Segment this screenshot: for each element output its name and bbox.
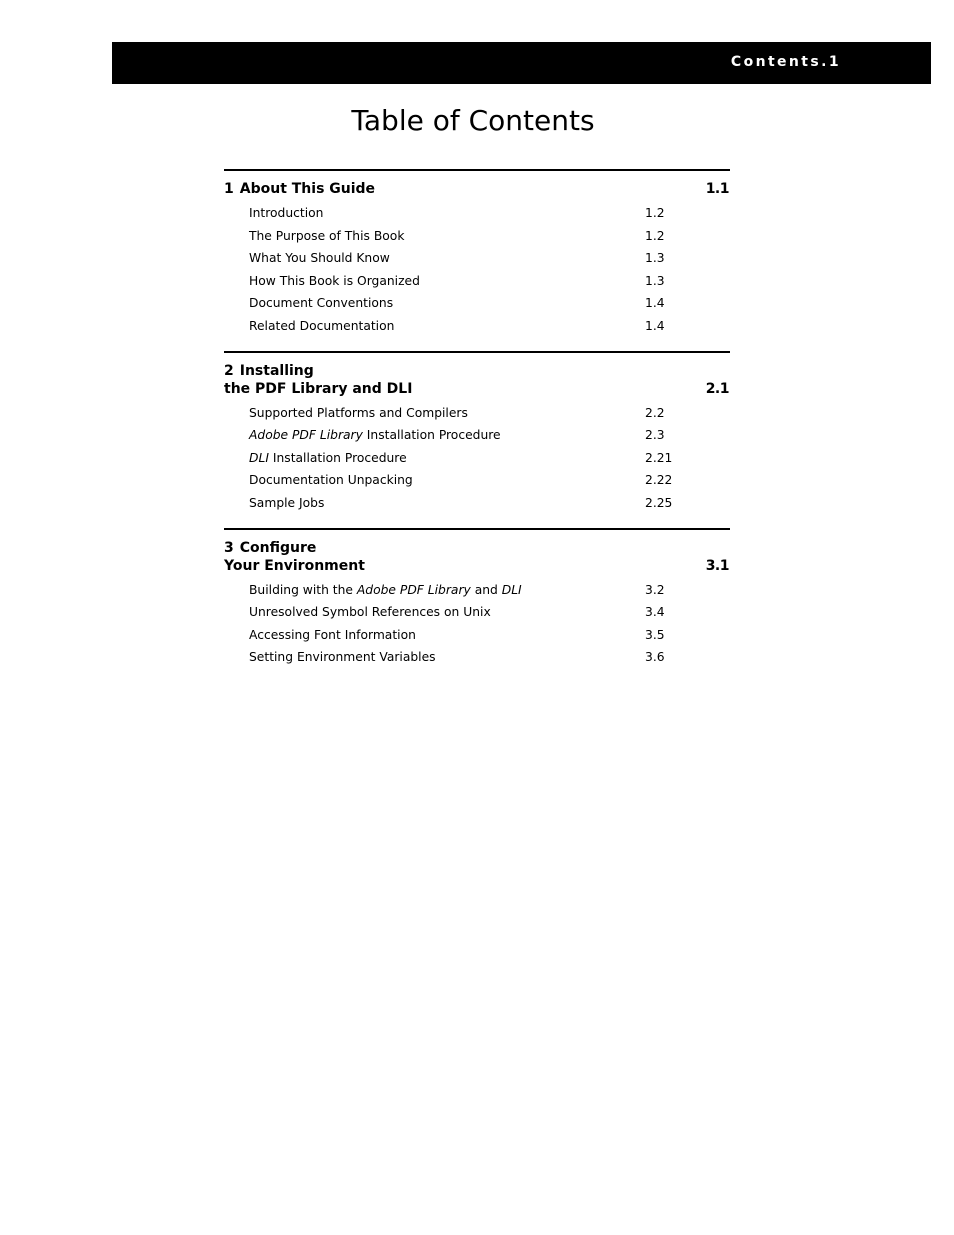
toc-entry-page: 1.4 <box>645 296 665 311</box>
toc-entry[interactable] <box>224 469 730 492</box>
toc-entry-page: 2.25 <box>645 495 673 510</box>
toc-entry[interactable] <box>224 646 730 669</box>
page-title: Table of Contents <box>351 104 595 137</box>
toc-entry-label <box>249 296 393 310</box>
toc-entry-page: 1.3 <box>645 251 665 266</box>
toc-entry-label-part: What You Should Know <box>249 251 390 266</box>
toc-chapter-title-text: Configure <box>239 539 317 556</box>
toc-entry-page: 3.5 <box>645 627 665 642</box>
toc-entry-label-part: Setting Environment Variables <box>249 650 436 665</box>
toc-entry-label-part: Accessing Font Information <box>249 627 416 642</box>
toc-entry-label <box>249 628 416 642</box>
running-header-label: Contents.1 <box>730 54 841 70</box>
toc-chapter-page: 1.1 <box>705 181 729 197</box>
toc-entry[interactable] <box>224 402 730 425</box>
toc-entry-label-part: Related Documentation <box>249 318 395 333</box>
toc-entry[interactable] <box>224 202 730 225</box>
toc-chapter-page: 2.1 <box>705 380 729 397</box>
toc-entry-label <box>249 406 468 420</box>
toc-entry-label-part: Adobe PDF Library <box>249 428 363 443</box>
toc-chapter-number: 2 <box>224 362 234 379</box>
toc-entry[interactable] <box>224 270 730 293</box>
toc-entry[interactable] <box>224 225 730 248</box>
toc-entry-label-part: Installation Procedure <box>362 428 501 443</box>
toc-entry-label <box>249 650 436 664</box>
toc-entry[interactable] <box>224 424 730 447</box>
toc-entry[interactable] <box>224 579 730 602</box>
toc-chapter-heading[interactable] <box>224 353 730 402</box>
toc-entry-label <box>249 473 413 487</box>
toc-entry[interactable] <box>224 292 730 315</box>
toc-section <box>224 528 730 679</box>
toc-chapter-title-line <box>224 557 730 575</box>
toc-entry-label <box>249 251 390 265</box>
toc-entry-label <box>249 428 501 442</box>
toc-entry-page: 1.2 <box>645 228 665 243</box>
toc-entry-label-part: DLI <box>501 582 522 597</box>
toc-chapter-title-text: About This Guide <box>239 181 376 197</box>
toc-entry-label-part: DLI <box>249 450 269 465</box>
toc-chapter-heading[interactable] <box>224 530 730 579</box>
toc-entry-label-part: Introduction <box>249 206 324 220</box>
toc-entry-label <box>249 319 394 333</box>
toc-section <box>224 169 730 348</box>
toc-entry-label-part: How This Book is Organized <box>249 273 420 288</box>
toc-section <box>224 351 730 525</box>
toc-entry-page: 1.3 <box>645 273 665 288</box>
toc-entry-label <box>249 496 324 510</box>
header-bar <box>112 42 931 84</box>
toc-chapter-title-line <box>224 380 730 398</box>
toc-entry-label-part: Unresolved Symbol References on Unix <box>249 605 491 620</box>
toc-entry-label-part: Supported Platforms and Compilers <box>249 405 468 420</box>
toc-entry-page: 1.4 <box>645 318 665 333</box>
toc-entry[interactable] <box>224 315 730 338</box>
toc-entry-page: 2.3 <box>645 428 665 443</box>
toc-entry-page: 1.2 <box>645 206 665 220</box>
toc-entry-page: 3.6 <box>645 650 665 665</box>
toc-entry-label-part: Installation Procedure <box>268 450 407 465</box>
toc-entry-page: 2.22 <box>645 473 673 488</box>
toc-entry-page: 2.21 <box>645 450 673 465</box>
toc-entry-page: 3.4 <box>645 605 665 620</box>
toc-entry-label-part: The Purpose of This Book <box>249 228 405 243</box>
toc-entry-label <box>249 583 522 597</box>
toc-entry[interactable] <box>224 247 730 270</box>
toc-chapter-number: 3 <box>224 539 234 556</box>
toc-chapter-title-text: Your Environment <box>224 557 365 574</box>
toc-chapter-number: 1 <box>224 181 234 197</box>
toc-entry-label <box>249 605 491 619</box>
toc-chapter-title-line <box>224 362 730 380</box>
toc-chapter-title-text: Installing <box>239 362 314 379</box>
toc-chapter-page: 3.1 <box>705 557 729 574</box>
toc-entry-label-part: Building with the <box>249 582 357 597</box>
toc-entry-label-part: Sample Jobs <box>249 495 325 510</box>
toc-entry-label <box>249 229 404 243</box>
toc-chapter-title-line <box>224 180 730 198</box>
toc-entry[interactable] <box>224 624 730 647</box>
toc-entry-page: 2.2 <box>645 405 665 420</box>
toc-chapter-title-line <box>224 539 730 557</box>
table-of-contents <box>224 169 730 682</box>
toc-entry-label-part: Document Conventions <box>249 296 394 311</box>
toc-entry-label-part: and <box>470 582 502 597</box>
toc-entry[interactable] <box>224 492 730 515</box>
toc-entry-label-part: Documentation Unpacking <box>249 473 413 488</box>
toc-chapter-title-text: the PDF Library and DLI <box>224 380 413 397</box>
toc-entry[interactable] <box>224 601 730 624</box>
toc-entry-page: 3.2 <box>645 582 665 597</box>
toc-entry-label <box>249 206 323 220</box>
toc-entry[interactable] <box>224 447 730 470</box>
toc-entry-label <box>249 274 420 288</box>
toc-entry-label-part: Adobe PDF Library <box>356 582 471 597</box>
toc-entry-label <box>249 451 407 465</box>
toc-chapter-heading[interactable] <box>224 171 730 202</box>
